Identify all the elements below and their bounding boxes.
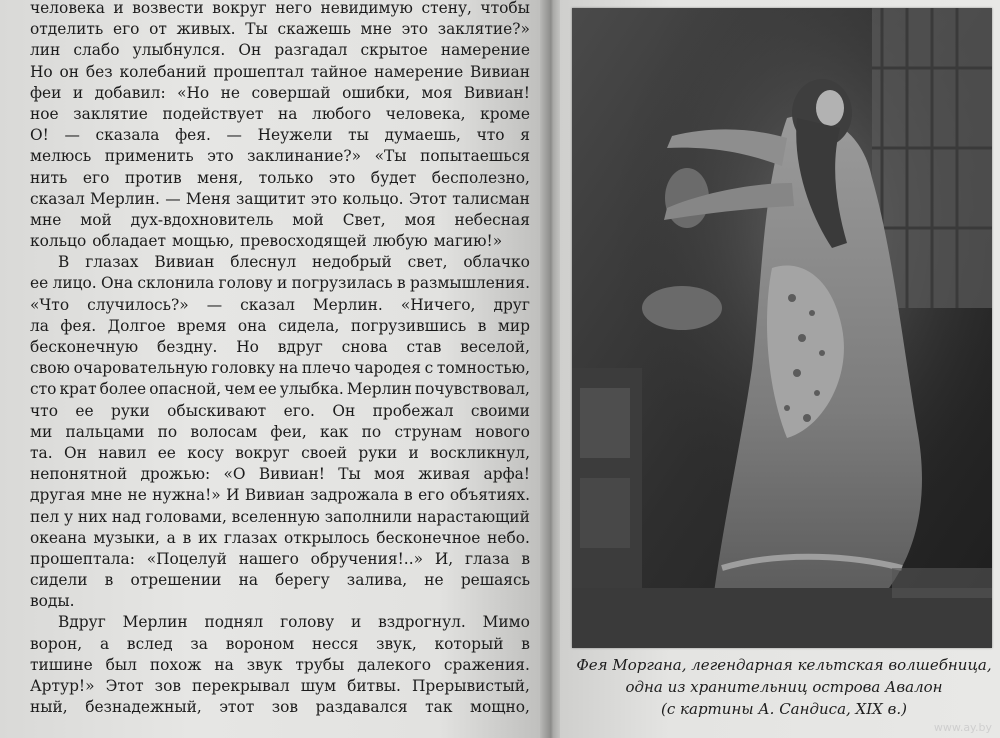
text-line: ное заклятие подействует на любого человека, кроме xyxy=(30,104,530,123)
left-page-text xyxy=(30,0,530,718)
text-line: сидели в отрешении на берегу залива, не решаясь xyxy=(30,571,530,590)
text-line: сказал Мерлин. — Меня защитит это кольцо. Этот талисман xyxy=(30,189,530,208)
text-line: В глазах Вивиан блеснул недобрый свет, облачко xyxy=(58,253,530,272)
text-line: Вдруг Мерлин поднял голову и вздрогнул. Мимо xyxy=(58,613,530,632)
text-line: океана музыки, а в их глазах открылось бесконечное небо. xyxy=(30,528,530,547)
text-line: О! — сказала фея. — Неужели ты думаешь, что я xyxy=(30,126,530,145)
text-line: свою очаровательную головку на плечо чародея с томностью, xyxy=(30,359,530,378)
text-line: ее лицо. Она склонила голову и погрузилась в размышления. xyxy=(30,274,530,293)
text-line: Но он без колебаний прошептал тайное намерение Вивиан xyxy=(30,62,530,81)
text-line: другая мне не нужна!» И Вивиан задрожала в его объятиях. xyxy=(30,486,530,505)
text-line: мне мой дух-вдохновитель мой Свет, моя небесная xyxy=(30,210,530,229)
caption-line-2: одна из хранительниц острова Авалон xyxy=(625,678,943,696)
text-line: отделить его от живых. Ты скажешь мне это заклятие?» xyxy=(30,20,530,39)
text-line: «Что случилось?» — сказал Мерлин. «Ничего, друг xyxy=(30,295,530,314)
text-line: ми пальцами по волосам феи, как по струнам нового xyxy=(30,422,530,441)
text-line: нить его против меня, только это будет бесполезно, xyxy=(30,168,530,187)
text-line: пел у них над головами, вселенную заполнили нарастающий xyxy=(30,507,530,526)
text-line: феи и добавил: «Но не совершай ошибки, моя Вивиан! xyxy=(30,83,530,102)
painting-caption xyxy=(568,654,1000,720)
text-line: та. Он навил ее косу вокруг своей руки и воскликнул, xyxy=(30,443,530,462)
caption-line-3: (с картины А. Сандиса, XIX в.) xyxy=(661,700,907,718)
text-line: мелюсь применить это заклинание?» «Ты попытаешься xyxy=(30,147,530,166)
text-line: лин слабо улыбнулся. Он разгадал скрытое намерение xyxy=(30,41,530,60)
text-line: ла фея. Долгое время она сидела, погрузившись в мир xyxy=(30,316,530,335)
text-line: бесконечную бездну. Но вдруг снова став веселой, xyxy=(30,338,530,356)
watermark: www.ay.by xyxy=(933,721,992,734)
text-line: прошептала: «Поцелуй нашего обручения!..» И, глаза в xyxy=(30,549,530,568)
text-line: Артур!» Этот зов перекрывал шум битвы. Прерывистый, xyxy=(30,677,530,695)
text-line: что ее руки обыскивают его. Он пробежал своими xyxy=(30,401,530,420)
text-line: кольцо обладает мощью, превосходящей любую магию!» xyxy=(30,232,503,251)
text-line: ворон, а вслед за вороном несся звук, который в xyxy=(30,634,530,653)
text-line: человека и возвести вокруг него невидимую стену, чтобы xyxy=(30,0,530,17)
text-line: воды. xyxy=(30,592,75,611)
caption-line-1: Фея Моргана, легендарная кельтская волшебница, xyxy=(576,656,992,674)
text-line: сто крат более опасной, чем ее улыбка. Мерлин почувствовал, xyxy=(30,380,530,399)
text-line: ный, безнадежный, этот зов раздавался так мощно, xyxy=(30,698,530,717)
painting-image xyxy=(572,8,992,648)
text-line: тишине был похож на звук трубы далекого сражения. xyxy=(30,655,530,674)
painting-illustration xyxy=(572,8,992,648)
text-line: непонятной дрожью: «О Вивиан! Ты моя живая арфа! xyxy=(30,465,530,484)
